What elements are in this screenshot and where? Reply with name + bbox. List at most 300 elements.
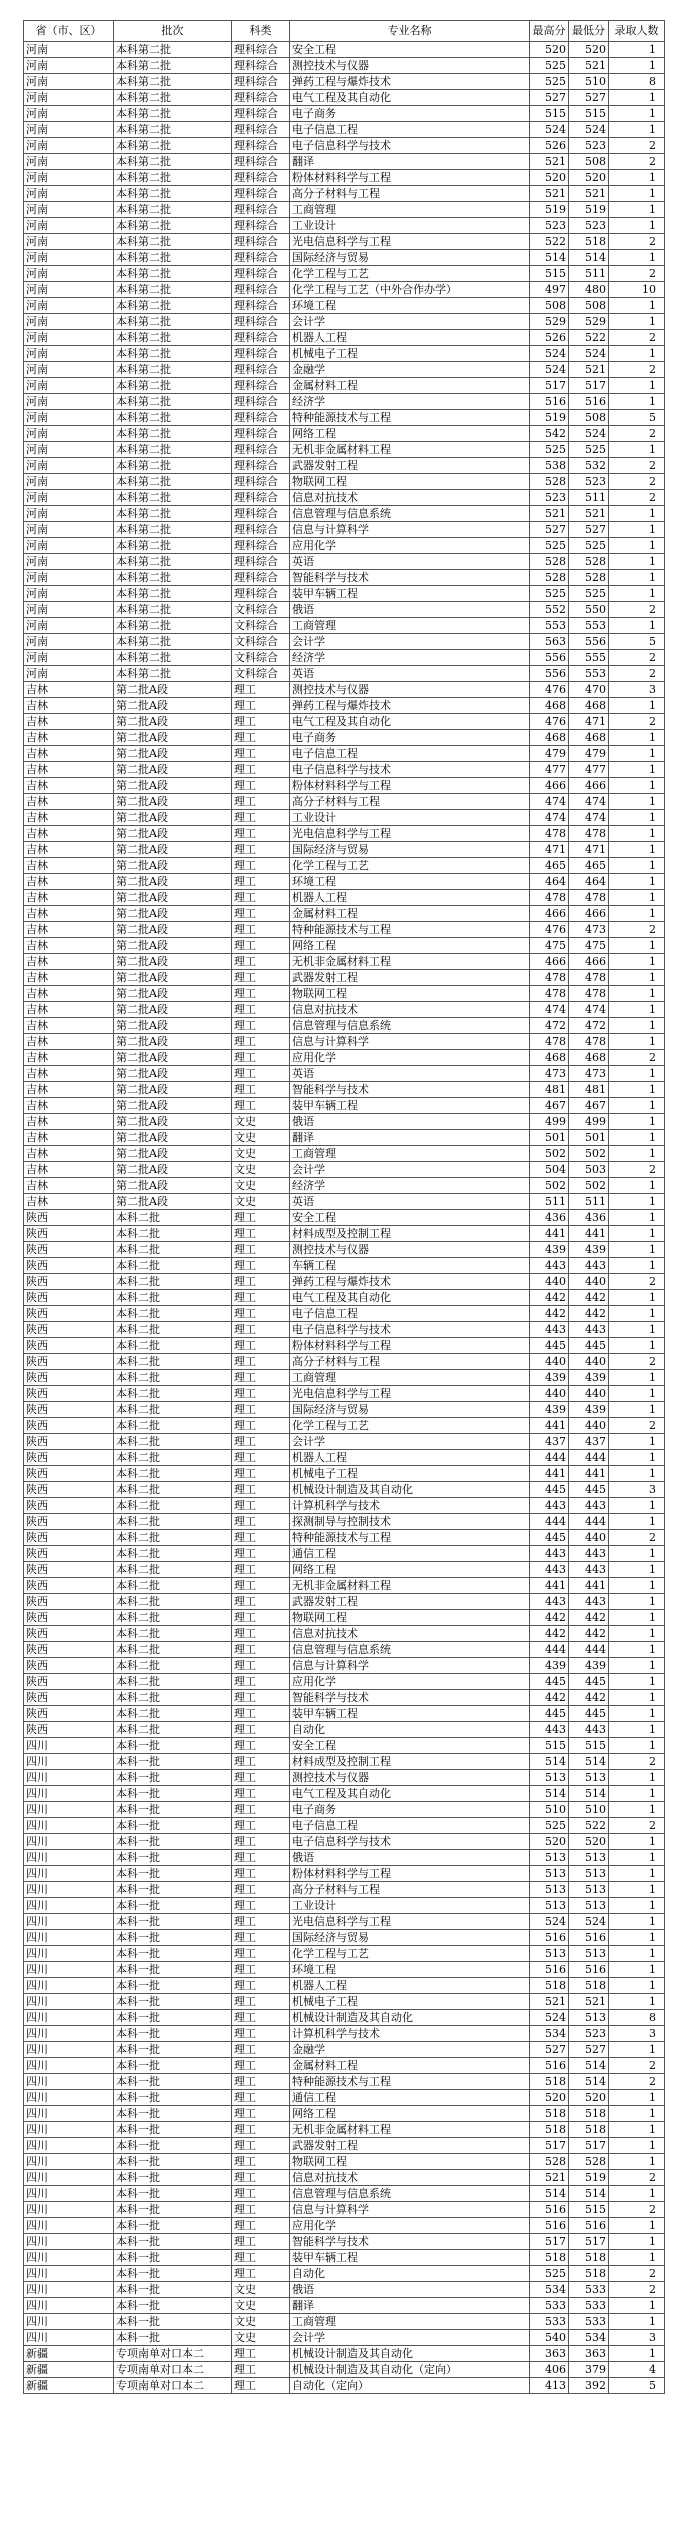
cell-min-score: 502	[569, 1178, 609, 1194]
cell-category: 理工	[232, 1450, 290, 1466]
cell-admitted-count: 1	[609, 1098, 665, 1114]
cell-admitted-count: 1	[609, 618, 665, 634]
table-row	[24, 1722, 665, 1738]
cell-category: 理科综合	[232, 122, 290, 138]
header-max-score: 最高分	[530, 21, 569, 42]
cell-admitted-count: 1	[609, 1946, 665, 1962]
cell-major: 会计学	[290, 634, 530, 650]
cell-min-score: 443	[569, 1322, 609, 1338]
cell-min-score: 524	[569, 122, 609, 138]
cell-min-score: 517	[569, 2138, 609, 2154]
cell-province: 四川	[24, 2266, 114, 2282]
table-row	[24, 1690, 665, 1706]
cell-admitted-count: 1	[609, 810, 665, 826]
cell-batch: 第二批A段	[114, 1050, 232, 1066]
cell-province: 吉林	[24, 794, 114, 810]
cell-major: 经济学	[290, 394, 530, 410]
cell-min-score: 480	[569, 282, 609, 298]
cell-max-score: 525	[530, 1818, 569, 1834]
cell-min-score: 532	[569, 458, 609, 474]
cell-batch: 第二批A段	[114, 746, 232, 762]
cell-admitted-count: 2	[609, 2058, 665, 2074]
table-row	[24, 266, 665, 282]
cell-province: 吉林	[24, 682, 114, 698]
cell-province: 河南	[24, 426, 114, 442]
header-min-score: 最低分	[569, 21, 609, 42]
cell-admitted-count: 1	[609, 1610, 665, 1626]
cell-max-score: 519	[530, 202, 569, 218]
cell-max-score: 518	[530, 1978, 569, 1994]
cell-category: 理工	[232, 1706, 290, 1722]
cell-province: 四川	[24, 1802, 114, 1818]
cell-batch: 本科一批	[114, 2026, 232, 2042]
cell-category: 理科综合	[232, 74, 290, 90]
cell-admitted-count: 1	[609, 858, 665, 874]
cell-batch: 本科第二批	[114, 602, 232, 618]
table-row	[24, 1434, 665, 1450]
cell-category: 理工	[232, 954, 290, 970]
cell-batch: 第二批A段	[114, 890, 232, 906]
table-row	[24, 330, 665, 346]
cell-major: 翻译	[290, 1130, 530, 1146]
cell-batch: 本科二批	[114, 1386, 232, 1402]
table-row	[24, 2234, 665, 2250]
cell-admitted-count: 1	[609, 1882, 665, 1898]
cell-min-score: 473	[569, 1066, 609, 1082]
cell-admitted-count: 1	[609, 538, 665, 554]
cell-admitted-count: 1	[609, 1082, 665, 1098]
cell-batch: 本科一批	[114, 1914, 232, 1930]
cell-province: 河南	[24, 74, 114, 90]
cell-province: 河南	[24, 250, 114, 266]
cell-major: 化学工程与工艺	[290, 858, 530, 874]
cell-batch: 第二批A段	[114, 938, 232, 954]
cell-min-score: 521	[569, 1994, 609, 2010]
table-row	[24, 682, 665, 698]
cell-max-score: 520	[530, 42, 569, 58]
cell-batch: 第二批A段	[114, 730, 232, 746]
cell-min-score: 471	[569, 842, 609, 858]
cell-min-score: 533	[569, 2314, 609, 2330]
cell-batch: 专项南单对口本二	[114, 2346, 232, 2362]
cell-province: 吉林	[24, 858, 114, 874]
cell-admitted-count: 2	[609, 266, 665, 282]
cell-category: 理工	[232, 1466, 290, 1482]
cell-admitted-count: 1	[609, 1386, 665, 1402]
table-row	[24, 650, 665, 666]
cell-admitted-count: 1	[609, 202, 665, 218]
cell-batch: 本科第二批	[114, 74, 232, 90]
cell-batch: 专项南单对口本二	[114, 2362, 232, 2378]
cell-admitted-count: 2	[609, 1754, 665, 1770]
cell-major: 电子信息科学与技术	[290, 762, 530, 778]
cell-max-score: 513	[530, 1898, 569, 1914]
cell-max-score: 521	[530, 506, 569, 522]
cell-province: 陕西	[24, 1338, 114, 1354]
cell-major: 金属材料工程	[290, 2058, 530, 2074]
cell-province: 四川	[24, 2170, 114, 2186]
cell-min-score: 478	[569, 890, 609, 906]
cell-batch: 本科第二批	[114, 554, 232, 570]
cell-admitted-count: 1	[609, 1802, 665, 1818]
cell-min-score: 528	[569, 554, 609, 570]
cell-province: 四川	[24, 1930, 114, 1946]
cell-max-score: 520	[530, 2090, 569, 2106]
cell-province: 河南	[24, 522, 114, 538]
cell-major: 测控技术与仪器	[290, 1770, 530, 1786]
table-row	[24, 2154, 665, 2170]
cell-admitted-count: 1	[609, 1466, 665, 1482]
cell-admitted-count: 1	[609, 1066, 665, 1082]
cell-admitted-count: 2	[609, 1050, 665, 1066]
cell-admitted-count: 1	[609, 1962, 665, 1978]
table-row	[24, 730, 665, 746]
cell-admitted-count: 1	[609, 106, 665, 122]
cell-admitted-count: 1	[609, 2042, 665, 2058]
cell-major: 应用化学	[290, 2218, 530, 2234]
cell-major: 高分子材料与工程	[290, 794, 530, 810]
cell-batch: 本科第二批	[114, 362, 232, 378]
table-row	[24, 618, 665, 634]
cell-major: 自动化	[290, 1722, 530, 1738]
table-row	[24, 858, 665, 874]
cell-admitted-count: 2	[609, 1354, 665, 1370]
cell-admitted-count: 10	[609, 282, 665, 298]
cell-min-score: 520	[569, 2090, 609, 2106]
cell-min-score: 525	[569, 442, 609, 458]
table-row	[24, 1514, 665, 1530]
cell-province: 四川	[24, 1754, 114, 1770]
cell-province: 陕西	[24, 1498, 114, 1514]
cell-max-score: 443	[530, 1594, 569, 1610]
cell-batch: 本科一批	[114, 1930, 232, 1946]
cell-admitted-count: 1	[609, 1546, 665, 1562]
table-row	[24, 1770, 665, 1786]
cell-category: 理工	[232, 1290, 290, 1306]
cell-category: 理工	[232, 1642, 290, 1658]
cell-province: 四川	[24, 2330, 114, 2346]
cell-admitted-count: 1	[609, 1322, 665, 1338]
cell-province: 吉林	[24, 1034, 114, 1050]
table-row	[24, 378, 665, 394]
cell-major: 武器发射工程	[290, 458, 530, 474]
cell-major: 机械电子工程	[290, 346, 530, 362]
cell-admitted-count: 1	[609, 1290, 665, 1306]
cell-batch: 本科二批	[114, 1402, 232, 1418]
cell-major: 物联网工程	[290, 986, 530, 1002]
cell-batch: 本科第二批	[114, 90, 232, 106]
cell-admitted-count: 1	[609, 2346, 665, 2362]
cell-category: 理科综合	[232, 90, 290, 106]
cell-admitted-count: 1	[609, 2122, 665, 2138]
cell-category: 理工	[232, 906, 290, 922]
cell-min-score: 518	[569, 2250, 609, 2266]
cell-batch: 本科一批	[114, 2154, 232, 2170]
cell-category: 理工	[232, 1370, 290, 1386]
cell-max-score: 445	[530, 1530, 569, 1546]
cell-min-score: 513	[569, 1946, 609, 1962]
cell-major: 自动化（定向）	[290, 2378, 530, 2394]
cell-admitted-count: 1	[609, 2314, 665, 2330]
cell-admitted-count: 1	[609, 250, 665, 266]
cell-admitted-count: 5	[609, 410, 665, 426]
table-row	[24, 2106, 665, 2122]
cell-min-score: 443	[569, 1258, 609, 1274]
cell-admitted-count: 2	[609, 458, 665, 474]
cell-batch: 本科一批	[114, 1754, 232, 1770]
cell-province: 四川	[24, 1946, 114, 1962]
cell-min-score: 474	[569, 794, 609, 810]
cell-batch: 本科第二批	[114, 266, 232, 282]
cell-province: 四川	[24, 2074, 114, 2090]
cell-category: 理工	[232, 1834, 290, 1850]
cell-max-score: 534	[530, 2282, 569, 2298]
cell-min-score: 475	[569, 938, 609, 954]
cell-category: 理工	[232, 730, 290, 746]
cell-major: 俄语	[290, 602, 530, 618]
header-row	[24, 21, 665, 42]
cell-major: 智能科学与技术	[290, 570, 530, 586]
cell-major: 电子信息科学与技术	[290, 138, 530, 154]
cell-major: 环境工程	[290, 298, 530, 314]
table-row	[24, 1834, 665, 1850]
table-row	[24, 1706, 665, 1722]
cell-admitted-count: 1	[609, 1130, 665, 1146]
cell-batch: 第二批A段	[114, 1162, 232, 1178]
cell-batch: 本科二批	[114, 1418, 232, 1434]
cell-max-score: 445	[530, 1674, 569, 1690]
cell-admitted-count: 2	[609, 666, 665, 682]
cell-category: 理工	[232, 1002, 290, 1018]
cell-max-score: 517	[530, 378, 569, 394]
cell-min-score: 442	[569, 1290, 609, 1306]
cell-province: 吉林	[24, 1178, 114, 1194]
cell-min-score: 445	[569, 1674, 609, 1690]
table-row	[24, 1482, 665, 1498]
cell-major: 电子信息科学与技术	[290, 1834, 530, 1850]
cell-batch: 本科二批	[114, 1338, 232, 1354]
cell-min-score: 515	[569, 2202, 609, 2218]
cell-max-score: 441	[530, 1466, 569, 1482]
cell-province: 吉林	[24, 842, 114, 858]
cell-category: 理工	[232, 1258, 290, 1274]
cell-major: 工业设计	[290, 218, 530, 234]
table-row	[24, 1962, 665, 1978]
cell-batch: 第二批A段	[114, 970, 232, 986]
table-row	[24, 1674, 665, 1690]
cell-category: 理科综合	[232, 554, 290, 570]
cell-max-score: 465	[530, 858, 569, 874]
cell-province: 河南	[24, 458, 114, 474]
table-row	[24, 1930, 665, 1946]
cell-province: 吉林	[24, 730, 114, 746]
cell-batch: 第二批A段	[114, 1194, 232, 1210]
table-row	[24, 58, 665, 74]
cell-max-score: 477	[530, 762, 569, 778]
cell-max-score: 443	[530, 1258, 569, 1274]
table-row	[24, 250, 665, 266]
cell-category: 理工	[232, 1914, 290, 1930]
cell-major: 英语	[290, 554, 530, 570]
cell-category: 理工	[232, 714, 290, 730]
cell-major: 翻译	[290, 2298, 530, 2314]
cell-major: 计算机科学与技术	[290, 2026, 530, 2042]
table-row	[24, 890, 665, 906]
cell-province: 陕西	[24, 1610, 114, 1626]
cell-admitted-count: 2	[609, 2266, 665, 2282]
cell-category: 理科综合	[232, 346, 290, 362]
cell-max-score: 528	[530, 2154, 569, 2170]
cell-max-score: 514	[530, 2186, 569, 2202]
cell-category: 理工	[232, 1066, 290, 1082]
cell-major: 电子商务	[290, 106, 530, 122]
table-row	[24, 1210, 665, 1226]
cell-province: 四川	[24, 2314, 114, 2330]
table-row	[24, 810, 665, 826]
cell-major: 信息与计算科学	[290, 1034, 530, 1050]
cell-major: 粉体材料科学与工程	[290, 1866, 530, 1882]
cell-max-score: 468	[530, 698, 569, 714]
cell-province: 河南	[24, 42, 114, 58]
cell-min-score: 528	[569, 570, 609, 586]
cell-major: 信息对抗技术	[290, 490, 530, 506]
table-row	[24, 554, 665, 570]
cell-category: 理工	[232, 890, 290, 906]
cell-min-score: 442	[569, 1610, 609, 1626]
table-body	[24, 42, 665, 2394]
cell-category: 理工	[232, 2026, 290, 2042]
cell-admitted-count: 1	[609, 890, 665, 906]
cell-admitted-count: 1	[609, 1370, 665, 1386]
cell-max-score: 521	[530, 154, 569, 170]
cell-max-score: 444	[530, 1514, 569, 1530]
cell-major: 化学工程与工艺	[290, 1418, 530, 1434]
cell-province: 吉林	[24, 874, 114, 890]
cell-category: 理工	[232, 2186, 290, 2202]
table-row	[24, 426, 665, 442]
table-row	[24, 1754, 665, 1770]
cell-min-score: 510	[569, 74, 609, 90]
cell-min-score: 443	[569, 1498, 609, 1514]
cell-batch: 本科第二批	[114, 138, 232, 154]
cell-admitted-count: 4	[609, 2362, 665, 2378]
cell-max-score: 466	[530, 906, 569, 922]
cell-max-score: 528	[530, 474, 569, 490]
table-row	[24, 1082, 665, 1098]
header-admitted-count: 录取人数	[609, 21, 665, 42]
cell-major: 应用化学	[290, 1674, 530, 1690]
cell-min-score: 436	[569, 1210, 609, 1226]
cell-batch: 第二批A段	[114, 954, 232, 970]
cell-max-score: 499	[530, 1114, 569, 1130]
cell-min-score: 556	[569, 634, 609, 650]
cell-province: 吉林	[24, 1114, 114, 1130]
cell-min-score: 439	[569, 1370, 609, 1386]
cell-batch: 本科二批	[114, 1370, 232, 1386]
cell-min-score: 392	[569, 2378, 609, 2394]
cell-major: 无机非金属材料工程	[290, 442, 530, 458]
cell-category: 理工	[232, 1050, 290, 1066]
cell-batch: 本科一批	[114, 2106, 232, 2122]
table-row	[24, 202, 665, 218]
cell-batch: 本科一批	[114, 1834, 232, 1850]
cell-major: 信息对抗技术	[290, 2170, 530, 2186]
cell-batch: 第二批A段	[114, 794, 232, 810]
cell-admitted-count: 1	[609, 730, 665, 746]
cell-max-score: 443	[530, 1546, 569, 1562]
cell-admitted-count: 1	[609, 1690, 665, 1706]
cell-admitted-count: 1	[609, 698, 665, 714]
cell-admitted-count: 1	[609, 506, 665, 522]
cell-max-score: 520	[530, 1834, 569, 1850]
cell-batch: 本科第二批	[114, 202, 232, 218]
table-row	[24, 1402, 665, 1418]
cell-min-score: 520	[569, 42, 609, 58]
cell-batch: 本科一批	[114, 2138, 232, 2154]
cell-admitted-count: 1	[609, 1978, 665, 1994]
table-row	[24, 1178, 665, 1194]
cell-max-score: 481	[530, 1082, 569, 1098]
cell-max-score: 444	[530, 1450, 569, 1466]
cell-province: 吉林	[24, 1018, 114, 1034]
cell-admitted-count: 1	[609, 522, 665, 538]
cell-category: 理科综合	[232, 186, 290, 202]
cell-major: 信息对抗技术	[290, 1626, 530, 1642]
cell-province: 吉林	[24, 1146, 114, 1162]
cell-admitted-count: 1	[609, 1146, 665, 1162]
cell-max-score: 436	[530, 1210, 569, 1226]
cell-batch: 第二批A段	[114, 986, 232, 1002]
cell-major: 工商管理	[290, 1370, 530, 1386]
cell-max-score: 476	[530, 682, 569, 698]
cell-batch: 本科一批	[114, 2170, 232, 2186]
cell-admitted-count: 1	[609, 826, 665, 842]
cell-max-score: 526	[530, 330, 569, 346]
cell-major: 工业设计	[290, 1898, 530, 1914]
cell-admitted-count: 2	[609, 2202, 665, 2218]
cell-province: 陕西	[24, 1722, 114, 1738]
cell-batch: 本科一批	[114, 1850, 232, 1866]
cell-batch: 本科二批	[114, 1482, 232, 1498]
cell-max-score: 466	[530, 954, 569, 970]
cell-batch: 本科二批	[114, 1674, 232, 1690]
cell-min-score: 445	[569, 1338, 609, 1354]
cell-max-score: 442	[530, 1690, 569, 1706]
table-row	[24, 2218, 665, 2234]
cell-province: 四川	[24, 1850, 114, 1866]
cell-max-score: 524	[530, 2010, 569, 2026]
cell-major: 无机非金属材料工程	[290, 2122, 530, 2138]
table-row	[24, 970, 665, 986]
table-row	[24, 1322, 665, 1338]
cell-admitted-count: 1	[609, 42, 665, 58]
cell-max-score: 441	[530, 1418, 569, 1434]
cell-min-score: 464	[569, 874, 609, 890]
cell-province: 陕西	[24, 1706, 114, 1722]
table-row	[24, 1338, 665, 1354]
table-row	[24, 1450, 665, 1466]
cell-major: 物联网工程	[290, 2154, 530, 2170]
cell-province: 吉林	[24, 1066, 114, 1082]
table-row	[24, 1850, 665, 1866]
table-row	[24, 1818, 665, 1834]
table-row	[24, 906, 665, 922]
cell-min-score: 513	[569, 1850, 609, 1866]
cell-batch: 本科二批	[114, 1706, 232, 1722]
table-row	[24, 746, 665, 762]
cell-batch: 本科第二批	[114, 186, 232, 202]
cell-admitted-count: 2	[609, 426, 665, 442]
